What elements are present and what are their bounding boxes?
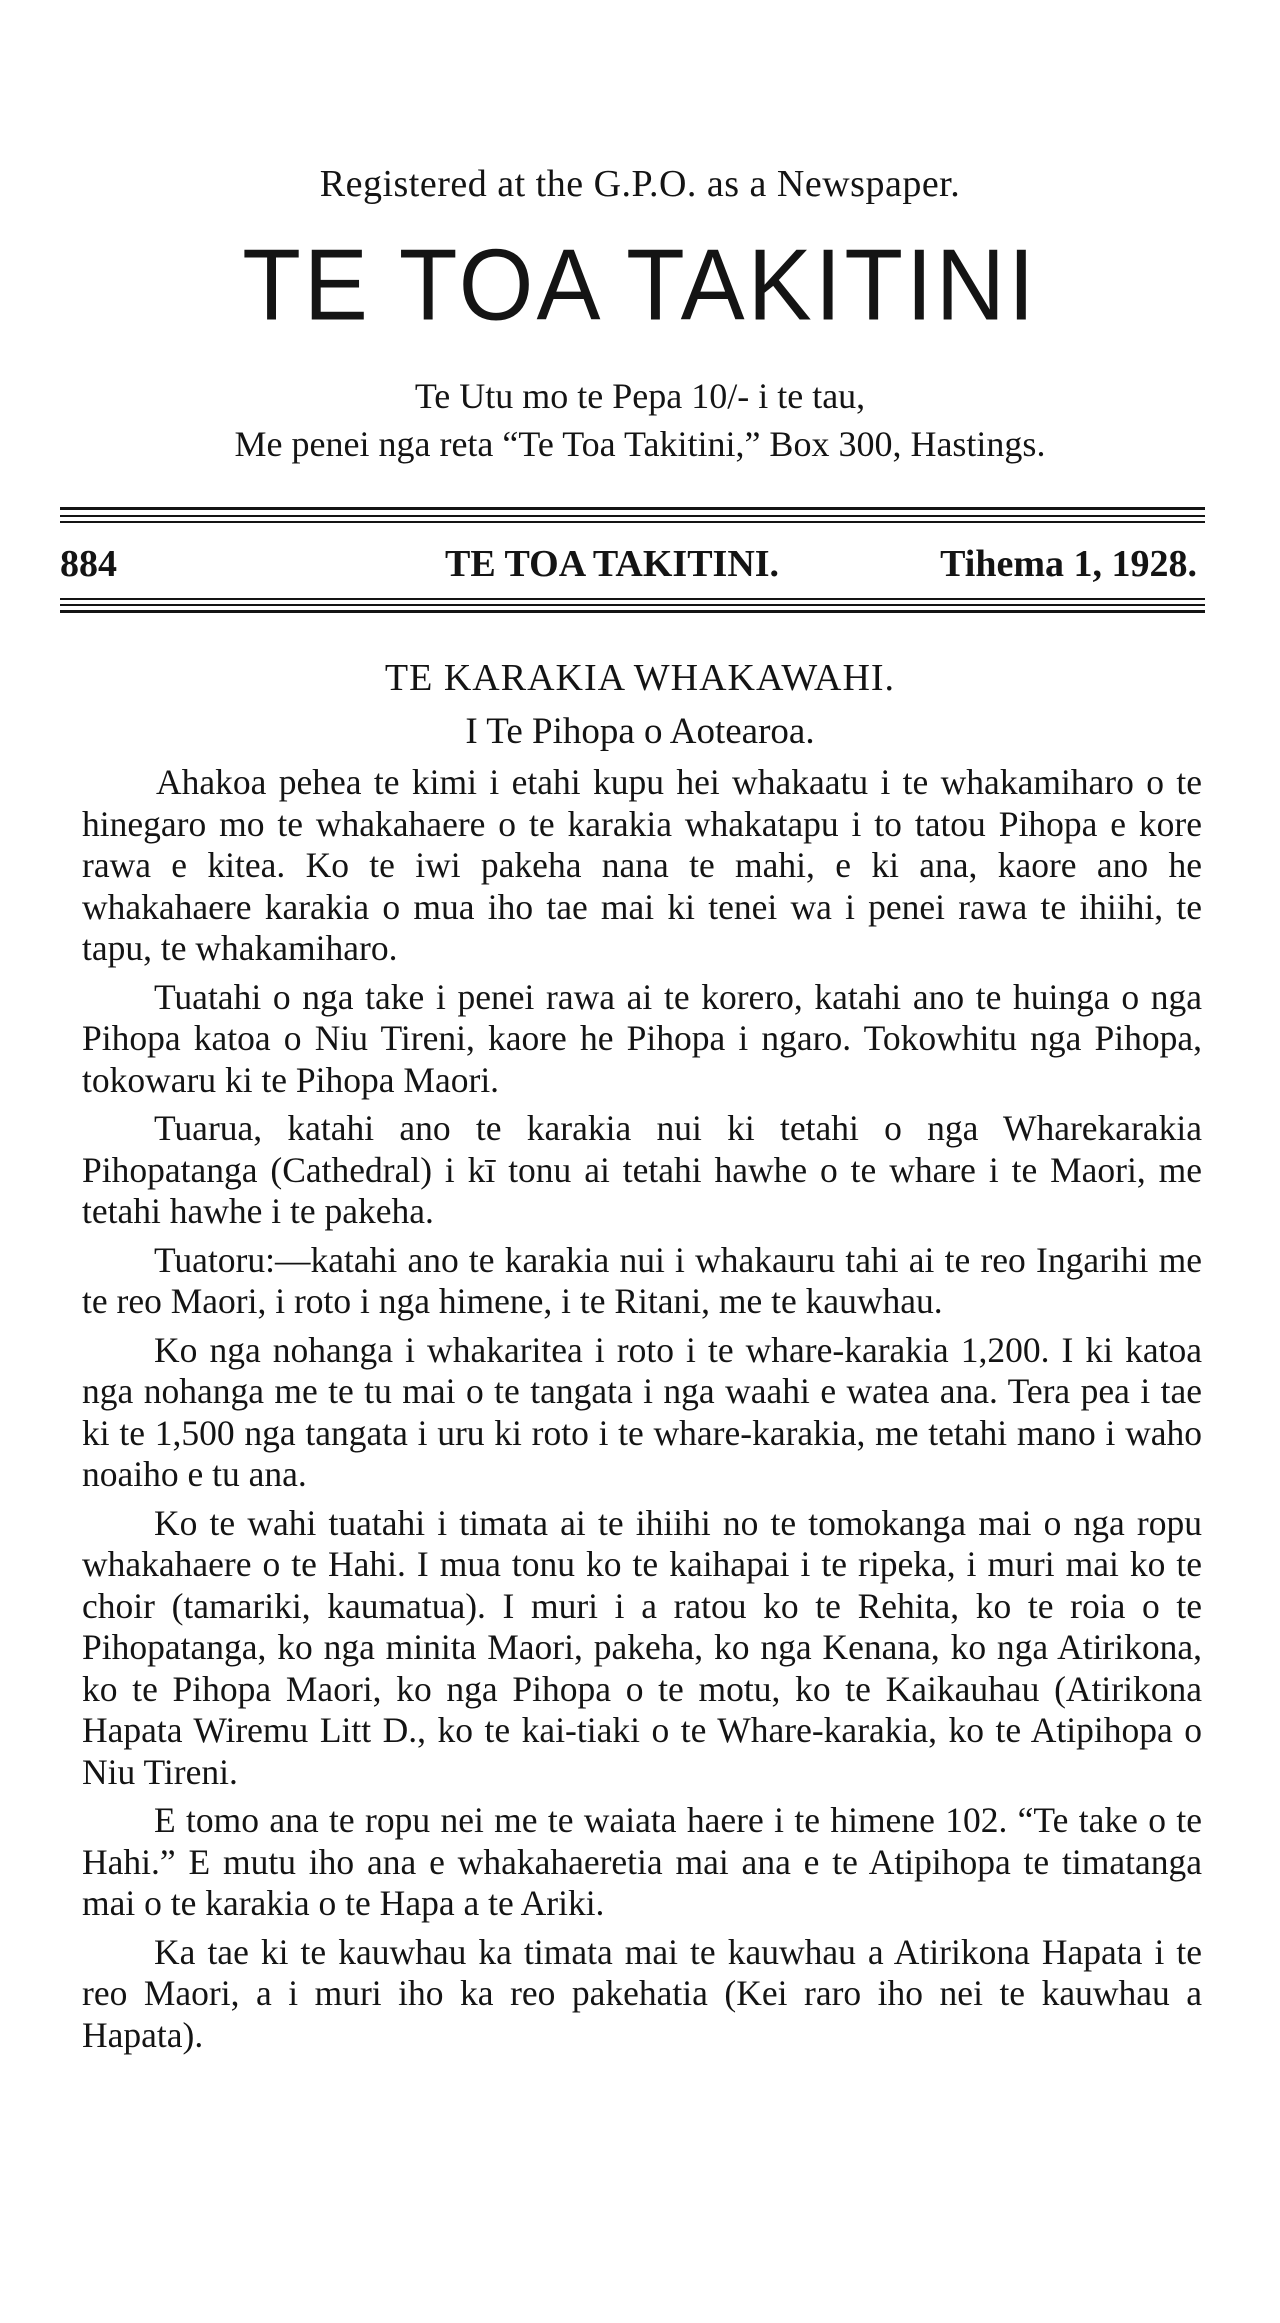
article-paragraph: Ahakoa pehea te kimi i etahi kupu hei whakaatu i te whakamiharo o te hinegaro mo te whakahaere o te karakia whakatapu i to tatou Pihopa e kore rawa e kitea. Ko te iwi pakeha nana te mahi, e ki ana, kaore ano he whakahaere karakia o mua iho tae mai ki tenei wa i penei rawa te ihiihi, te tapu, te whakamiharo. — [82, 762, 1202, 968]
article-title: TE KARAKIA WHAKAWAHI. — [384, 657, 896, 699]
article-paragraph: Tuatahi o nga take i penei rawa ai te korero, katahi ano te huinga o nga Pihopa katoa o Niu Tireni, kaore he Pihopa i ngaro. Tokowhitu nga Pihopa, tokowaru ki te Pihopa Maori. — [82, 976, 1202, 1100]
article-paragraph: E tomo ana te ropu nei me te waiata haere i te himene 102. “Te take o te Hahi.” E mutu iho ana e whakahaeretia mai ana e te Atipihopa te timatanga mai o te karakia o te Hapa a te Ariki. — [82, 1800, 1202, 1923]
running-title: TE TOA TAKITINI. — [445, 543, 780, 585]
top-rule-third — [60, 521, 1205, 523]
running-header — [60, 542, 1205, 592]
registration-notice: Registered at the G.P.O. as a Newspaper. — [319, 163, 961, 205]
issue-date: Tihema 1, 1928. — [940, 543, 1197, 585]
bottom-rule-second — [60, 604, 1205, 606]
page-number: 884 — [60, 543, 117, 585]
subscription-price: Te Utu mo te Pepa 10/- i te tau, — [414, 376, 866, 416]
bottom-rule-thin — [60, 598, 1205, 600]
top-rule-thin — [60, 515, 1205, 517]
article-byline: I Te Pihopa o Aotearoa. — [465, 711, 815, 752]
top-rule-thick — [60, 507, 1205, 510]
article-paragraph: Ko nga nohanga i whakaritea i roto i te whare-karakia 1,200. I ki katoa nga nohanga me te tu mai o te tangata i nga waahi e watea ana. Tera pea i tae ki te 1,500 nga tangata i uru ki roto i te whare-karakia, me tetahi mano i waho noaiho e tu ana. — [82, 1329, 1202, 1494]
mailing-address: Me penei nga reta “Te Toa Takitini,” Box 300, Hastings. — [234, 424, 1046, 464]
article-body — [82, 762, 1202, 2056]
article-paragraph: Ka tae ki te kauwhau ka timata mai te kauwhau a Atirikona Hapata i te reo Maori, a i muri iho ka reo pakehatia (Kei raro iho nei te kauwhau a Hapata). — [82, 1931, 1202, 2055]
article-paragraph: Ko te wahi tuatahi i timata ai te ihiihi no te tomokanga mai o nga ropu whakahaere o te Hahi. I mua tonu ko te kaihapai i te ripeka, i muri mai ko te choir (tamariki, kaumatua). I muri i a ratou ko te Rehita, ko te roia o te Pihopatanga, ko nga minita Maori, pakeha, ko nga Kenana, ko nga Atirikona, ko te Pihopa Maori, ko nga Pihopa o te motu, ko te Kaikauhau (Atirikona Hapata Wiremu Litt D., ko te kai-tiaki o te Whare-karakia, ko te Atipihopa o Niu Tireni. — [82, 1502, 1202, 1792]
masthead-title: TE TOA TAKITINI — [242, 229, 1038, 342]
bottom-rule-thick — [60, 610, 1205, 613]
article-paragraph: Tuarua, katahi ano te karakia nui ki tetahi o nga Wharekarakia Pihopatanga (Cathedral) i kī tonu ai tetahi hawhe o te whare i te Maori, me tetahi hawhe i te pakeha. — [82, 1108, 1202, 1231]
article-paragraph: Tuatoru:—katahi ano te karakia nui i whakauru tahi ai te reo Ingarihi me te reo Maori, i roto i nga himene, i te Ritani, me te kauwhau. — [82, 1239, 1202, 1321]
